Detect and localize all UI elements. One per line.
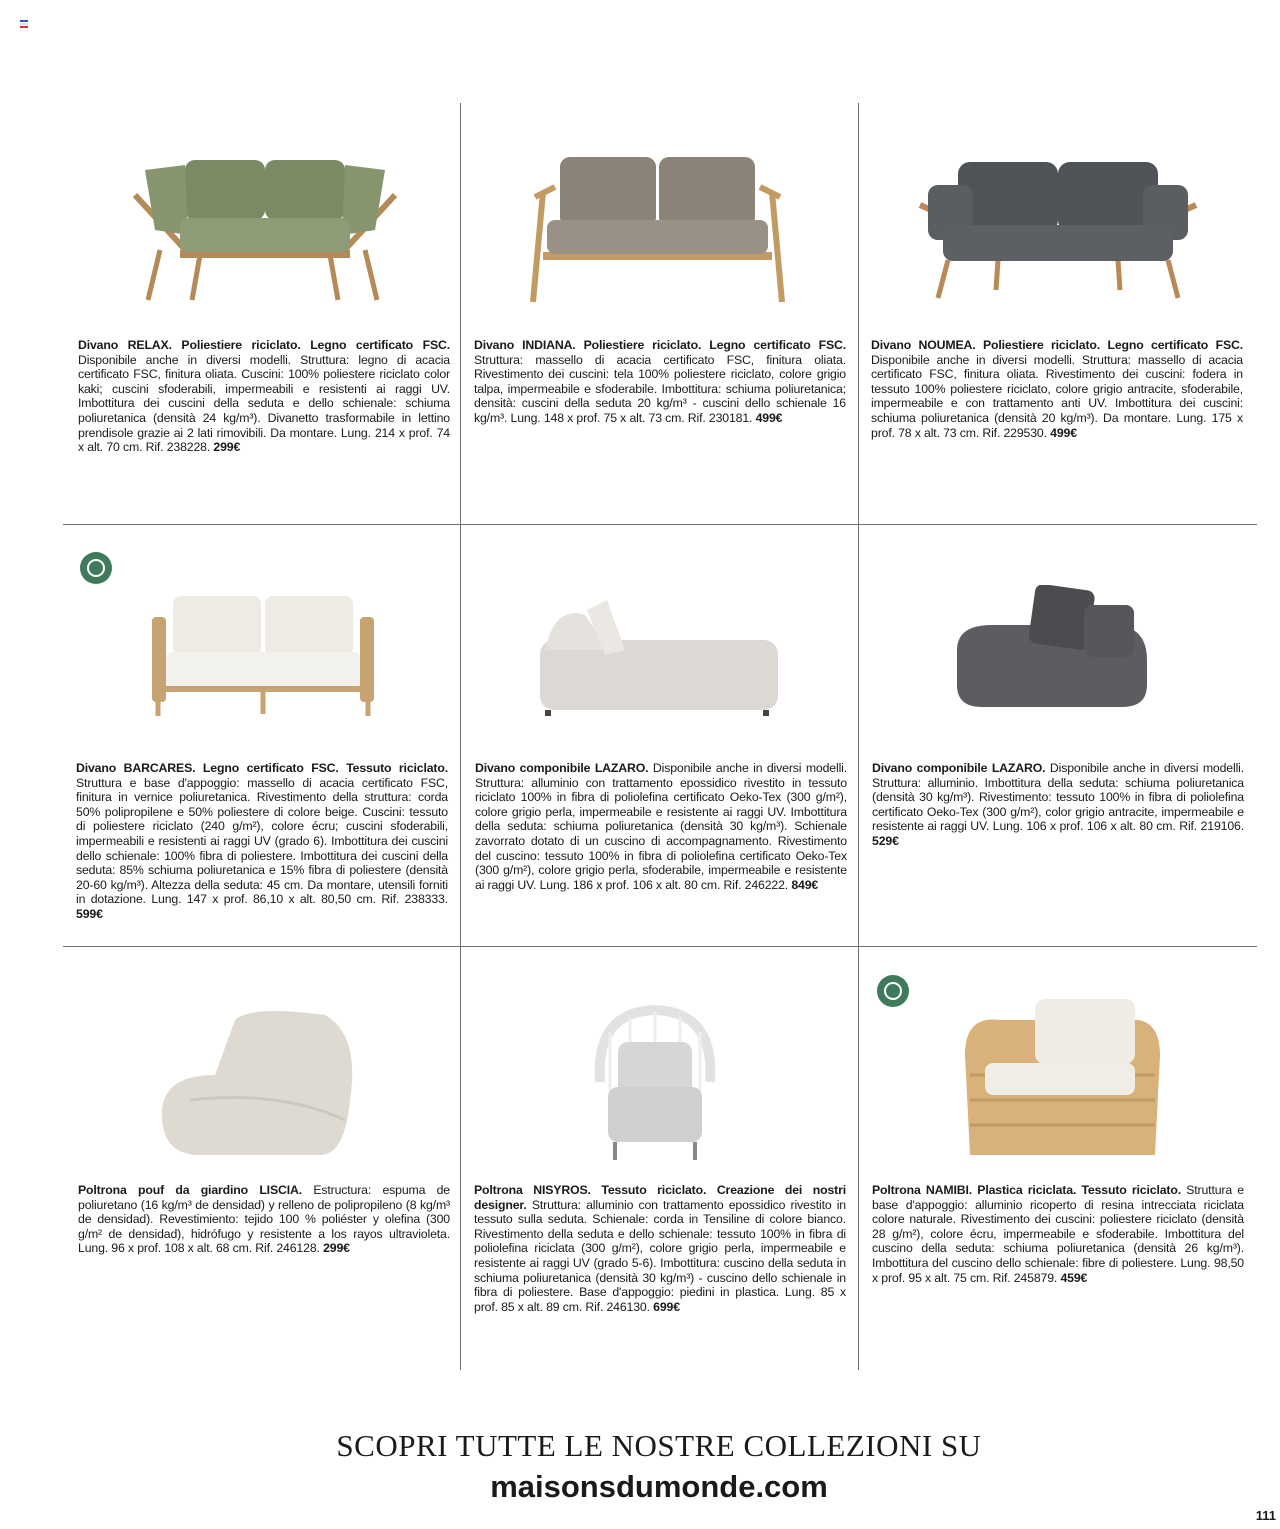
product-name: Divano BARCARES. Legno certificato FSC. Tessuto riciclato. (76, 761, 448, 775)
product-details: Disponibile anche in diversi modelli. Struttura: massello di acacia certificato FSC, finitura oliata. Rivestimento dei cuscini: fodera in tessuto 100% poliestere riciclato, colore grigio antracite, sfoderabile, impermeabile e con trattamento anti UV. Imbottitura dei cuscini: schiuma poliuretanica (densità 20 kg/m³). Da montare. Lung. 175 x prof. 78 x alt. 73 cm. Rif. 229530. (871, 352, 1243, 440)
product-details: Struttura: massello di acacia certificato FSC, finitura oliata. Rivestimento dei cuscini: tela 100% poliestere riciclato, colore grigio talpa, impermeabile e sfoderabile. Imbottitura: schiuma poliuretanica; densità: cuscini della seduta 20 kg/m³ - cuscini dello schienale 16 kg/m³. Lung. 148 x prof. 75 x alt. 73 cm. Rif. 230181. (474, 352, 846, 425)
page-number: 111 (1255, 1508, 1276, 1523)
lazaro-chaise-image (535, 595, 780, 720)
product-name: Divano NOUMEA. Poliestiere riciclato. Legno certificato FSC. (871, 338, 1243, 352)
product-description (871, 338, 1243, 440)
flag-icon (20, 20, 28, 27)
product-details: Struttura e base d'appoggio: alluminio ricoperto di resina intrecciata riciclata colore naturale. Rivestimento dei cuscini: poliestere riciclato (densità 28 g/m²), colore écru, impermeabile e sfoderabile. Imbottitura del cuscino della seduta: schiuma poliuretanica (densità 26 kg/m³). Imbottitura del cuscino dello schienale: fibre di poliestere. Lung. 98,50 x prof. 95 x alt. 75 cm. Rif. 245879. (872, 1183, 1244, 1285)
product-description (474, 338, 846, 426)
liscia-pouf-image (160, 1005, 360, 1160)
footer-title: SCOPRI TUTTE LE NOSTRE COLLEZIONI SU (336, 1428, 982, 1463)
product-description (872, 1183, 1244, 1285)
column-divider (460, 103, 461, 1370)
product-description (76, 761, 448, 922)
product-name: Poltrona pouf da giardino LISCIA. (78, 1183, 302, 1197)
product-price: 499€ (1050, 425, 1077, 440)
product-price: 299€ (213, 440, 241, 455)
product-details: Disponibile anche in diversi modelli. Struttura: legno di acacia certificato FSC, finitura oliata. Cuscini: 100% poliestere riciclato color kaki; cuscini sfoderabili, impermeabili e resistenti ai raggi UV. Imbottitura dei cuscini della seduta e dello schienale: schiuma poliuretanica (densità 24 kg/m³). Divanetto trasformabile in lettino prendisole grazie ai 2 lati rimovibili. Da montare. Lung. 214 x prof. 74 x alt. 70 cm. Rif. 238228. (78, 352, 450, 455)
product-details: Struttura: alluminio con trattamento epossidico rivestito in tessuto sulla seduta. Schienale: corda in Tensiline di colore bianco. Rivestimento della seduta e dello schienale: tessuto 100% in fibra di poliolefina riciclata (300 g/m²), colore grigio perla, impermeabile e resistente ai raggi UV (grado 5-6). Imbottitura: cuscino della seduta in schiuma poliuretanica (densità 30 kg/m³) - cuscino dello schienale in fibra di poliestere. Base d'appoggio: piedini in plastica. Lung. 85 x prof. 85 x alt. 89 cm. Rif. 246130. (474, 1197, 846, 1314)
barcares-sofa-image (148, 592, 378, 717)
product-description (474, 1183, 846, 1314)
eco-badge-icon (80, 552, 112, 584)
product-name: Divano componibile LAZARO. (475, 761, 649, 775)
product-name: Divano INDIANA. Poliestiere riciclato. Legno certificato FSC. (474, 338, 846, 352)
product-details: Estructura: espuma de poliuretano (16 kg/m³ de densidad) y relleno de polipropileno (8 kg/m³ de densidad). Revestimiento: tejido 100 % poliéster y olefina (300 g/m² de densidad), hidrófugo y resistente a los rayos ultravioleta. Lung. 96 x prof. 108 x alt. 68 cm. Rif. 246128. (78, 1183, 450, 1256)
product-description (872, 761, 1244, 849)
product-details: Disponibile anche in diversi modelli. Struttura: alluminio. Imbottitura della seduta: schiuma poliuretanica (densità 30 kg/m³). Rivestimento: tessuto 100% in fibra di poliolefina certificato Oeko-Tex (300 g/m²), color grigio antracite, impermeabile e resistente ai raggi UV. Lung. 106 x prof. 106 x alt. 80 cm. Rif. 219106. (872, 761, 1244, 834)
product-description (78, 338, 450, 455)
row-divider (63, 946, 1257, 947)
nisyros-chair-image (590, 1002, 720, 1162)
product-description (475, 761, 847, 892)
product-name: Poltrona NAMIBI. Plastica riciclata. Tessuto riciclato. (872, 1183, 1181, 1197)
noumea-sofa-image (918, 160, 1198, 300)
product-price: 459€ (1060, 1270, 1088, 1285)
indiana-sofa-image (525, 152, 790, 304)
product-price: 529€ (872, 833, 899, 848)
product-name: Divano RELAX. Poliestiere riciclato. Legno certificato FSC. (78, 338, 450, 352)
product-details: Struttura e base d'appoggio: massello di acacia certificato FSC, finitura in vernice poliuretanica. Rivestimento della struttura: corda 50% polipropilene e 50% poliestere di colore beige. Cuscini: tessuto di poliestere riciclato (240 g/m²), colore écru; cuscini sfoderabili, impermeabili e resistenti ai raggi UV (grado 6). Imbottitura dei cuscini dello schienale: 100% fibra di poliestere. Imbottitura dei cuscini della seduta: 85% schiuma poliuretanica e 15% fibra di poliestere (densità 20-60 kg/m³). Altezza della seduta: 45 cm. Da montare, utensili forniti in dotazione. Lung. 147 x prof. 86,10 x alt. 80,50 cm. Rif. 238333. (76, 775, 448, 907)
product-description (78, 1183, 450, 1256)
eco-badge-icon (877, 975, 909, 1007)
product-price: 599€ (76, 906, 103, 921)
product-price: 299€ (323, 1241, 350, 1256)
relax-sofa-image (130, 150, 400, 305)
footer-website-link[interactable]: maisonsdumonde.com (490, 1469, 828, 1504)
column-divider (858, 103, 859, 1370)
product-price: 849€ (791, 877, 819, 892)
product-price: 499€ (755, 410, 783, 425)
product-name: Poltrona NISYROS. Tessuto riciclato. Creazione dei nostri designer. (474, 1183, 846, 1212)
product-price: 699€ (653, 1299, 680, 1314)
product-details: Disponibile anche in diversi modelli. Struttura: alluminio con trattamento epossidico rivestito in tessuto riciclato 100% in fibra di poliolefina certificato Oeko-Tex (300 g/m²), colore grigio perla, impermeabile e resistente ai raggi UV. Imbottitura della seduta: schiuma poliuretanica (densità 30 kg/m³). Schienale zavorrato dotato di un cuscino di accompagnamento. Rivestimento del cuscino: tessuto 100% in fibra di poliolefina certificato Oeko-Tex (300 g/m²), colore grigio perla, sfoderabile, impermeabile e resistente ai raggi UV. Lung. 186 x prof. 106 x alt. 80 cm. Rif. 246222. (475, 761, 847, 892)
row-divider (63, 524, 1257, 525)
lazaro-module-image (952, 585, 1150, 710)
product-name: Divano componibile LAZARO. (872, 761, 1046, 775)
namibi-armchair-image (960, 995, 1165, 1165)
